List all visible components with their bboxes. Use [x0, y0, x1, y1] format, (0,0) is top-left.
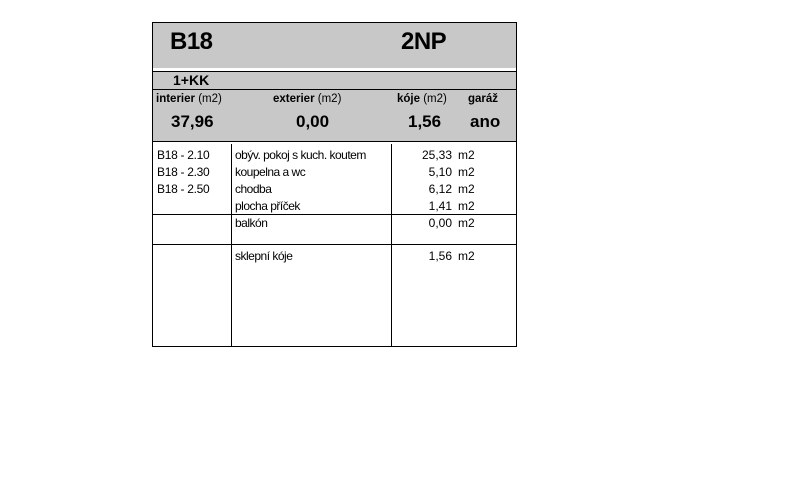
room-code: B18 - 2.30: [157, 165, 210, 179]
table-row: [153, 182, 516, 199]
room-name: plocha příček: [235, 199, 300, 213]
room-area: 5,10: [428, 165, 452, 179]
exterior-value: 0,00: [296, 112, 330, 131]
room-name: chodba: [235, 182, 272, 196]
room-area: 25,33: [421, 148, 452, 162]
room-unit: m2: [458, 182, 475, 196]
table-row: [153, 199, 516, 216]
apartment-type-bar: [153, 71, 516, 90]
balcony-row: [153, 216, 516, 233]
balcony-area: 0,00: [428, 216, 452, 230]
room-unit: m2: [458, 199, 475, 213]
garaz-label: garáž: [468, 93, 499, 105]
garaz-value: ano: [470, 112, 501, 131]
table-row: [153, 148, 516, 165]
interior-value: 37,96: [171, 112, 214, 131]
room-code: B18 - 2.50: [157, 182, 210, 196]
room-name: obýv. pokoj s kuch. koutem: [235, 148, 366, 162]
summary-section: [153, 90, 516, 142]
room-unit: m2: [458, 165, 475, 179]
floor-label: 2NP: [401, 28, 447, 55]
cellar-area: 1,56: [428, 249, 452, 263]
room-area: 6,12: [428, 182, 452, 196]
interior-label: interier (m2): [156, 93, 222, 105]
cellar-unit: m2: [458, 249, 475, 263]
row-divider: [153, 244, 516, 245]
apartment-type: 1+KK: [173, 72, 210, 88]
koje-value: 1,56: [408, 112, 442, 131]
cellar-name: sklepní kóje: [235, 249, 293, 263]
balcony-name: balkón: [235, 216, 268, 230]
table-row: [153, 165, 516, 182]
card-header: [153, 23, 516, 69]
apartment-card: [152, 22, 517, 347]
cellar-row: [153, 249, 516, 266]
room-name: koupelna a wc: [235, 165, 306, 179]
exterior-label: exterier (m2): [273, 93, 342, 105]
room-area: 1,41: [428, 199, 452, 213]
balcony-unit: m2: [458, 216, 475, 230]
koje-label: kóje (m2): [397, 93, 447, 105]
room-unit: m2: [458, 148, 475, 162]
unit-code: B18: [170, 28, 213, 55]
room-code: B18 - 2.10: [157, 148, 210, 162]
